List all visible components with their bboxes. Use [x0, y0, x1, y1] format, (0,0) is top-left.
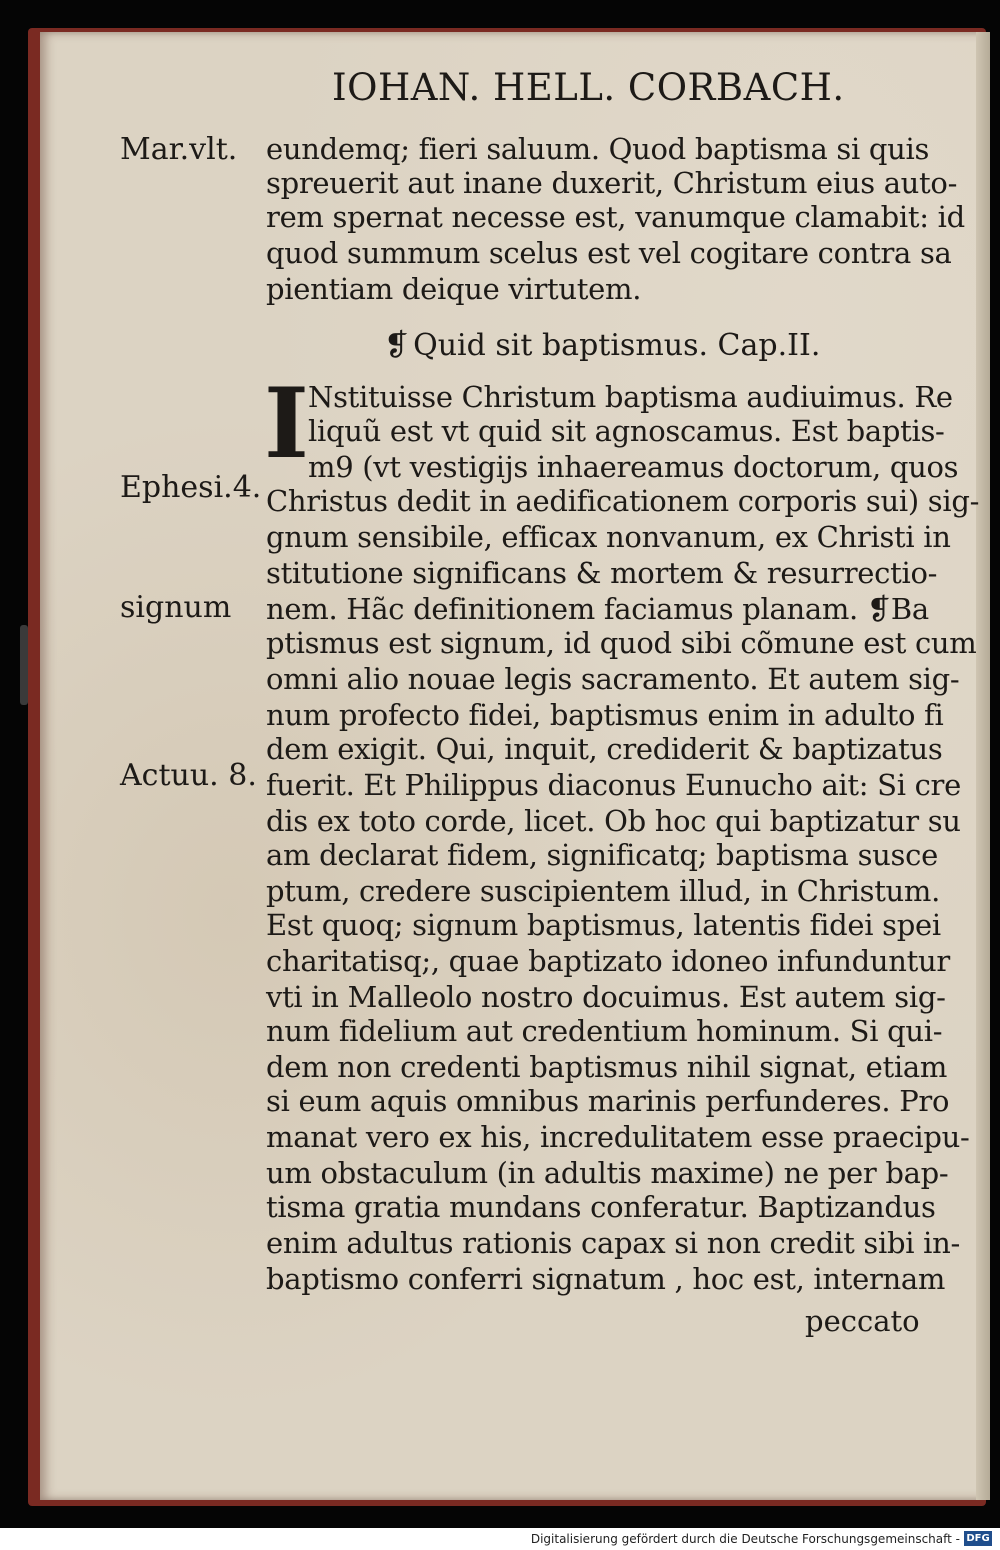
- chapter-heading: [384, 328, 820, 363]
- text-line: m9 (vt vestigijs inhaereamus doctorum, quos: [308, 450, 959, 484]
- margin-note: Actuu. 8.: [120, 758, 257, 793]
- text-line: num profecto fidei, baptismus enim in adulto fi: [266, 698, 944, 732]
- text-line: tisma gratia mundans conferatur. Baptizandus: [266, 1190, 936, 1224]
- text-line: am declarat fidem, significatq; baptisma susce: [266, 838, 938, 872]
- text-line: quod summum scelus est vel cogitare contra sa: [266, 236, 952, 270]
- dfg-logo-icon: DFG: [964, 1531, 992, 1546]
- text-line: manat vero ex his, incredulitatem esse praecipu-: [266, 1120, 970, 1154]
- text-line: Christus dedit in aedificationem corporis sui) sig-: [266, 484, 980, 518]
- text-line: si eum aquis omnibus marinis perfunderes. Pro: [266, 1084, 950, 1118]
- page-edge: [976, 32, 990, 1500]
- text-line: enim adultus rationis capax si non credit sibi in-: [266, 1226, 960, 1260]
- text-line: liquũ est vt quid sit agnoscamus. Est baptis-: [308, 414, 945, 448]
- text-line: dem exigit. Qui, inquit, crediderit & baptizatus: [266, 732, 943, 766]
- running-header: IOHAN. HELL. CORBACH.: [332, 66, 845, 109]
- text-line: ptismus est signum, id quod sibi cõmune est cum: [266, 626, 977, 660]
- text-line: dis ex toto corde, licet. Ob hoc qui baptizatur su: [266, 804, 961, 838]
- text-line: nem. Hãc definitionem faciamus planam. ❡Ba: [266, 592, 929, 626]
- text-line: spreuerit aut inane duxerit, Christum eius auto-: [266, 166, 958, 200]
- drop-cap: I: [264, 367, 309, 480]
- text-line: Est quoq; signum baptismus, latentis fidei spei: [266, 908, 941, 942]
- text-line: gnum sensibile, efficax nonvanum, ex Christi in: [266, 520, 951, 554]
- catchword: peccato: [805, 1304, 920, 1338]
- margin-note: Mar.vlt.: [120, 132, 238, 167]
- text-line: fuerit. Et Philippus diaconus Eunucho ait: Si cre: [266, 768, 961, 802]
- pilcrow-icon: ❡: [384, 328, 410, 363]
- text-line: dem non credenti baptismus nihil signat, etiam: [266, 1050, 948, 1084]
- margin-note: signum: [120, 590, 232, 625]
- text-line: eundemq; fieri saluum. Quod baptisma si quis: [266, 132, 930, 166]
- binding-clip: [20, 625, 28, 705]
- text-line: Nstituisse Christum baptisma audiuimus. Re: [308, 380, 953, 414]
- text-line: pientiam deique virtutem.: [266, 272, 642, 306]
- text-line: um obstaculum (in adultis maxime) ne per bap-: [266, 1156, 949, 1190]
- text-line: ptum, credere suscipientem illud, in Christum.: [266, 874, 941, 908]
- text-line: num fidelium aut credentium hominum. Si qui-: [266, 1014, 943, 1048]
- text-line: charitatisq;, quae baptizato idoneo infunduntur: [266, 944, 950, 978]
- margin-note: Ephesi.4.: [120, 470, 262, 505]
- chapter-title: Quid sit baptismus. Cap.II.: [413, 328, 821, 363]
- text-line: baptismo conferri signatum , hoc est, internam: [266, 1262, 946, 1296]
- text-line: rem spernat necesse est, vanumque clamabit: id: [266, 200, 965, 234]
- text-line: omni alio nouae legis sacramento. Et autem sig-: [266, 662, 960, 696]
- footer-credit: Digitalisierung gefördert durch die Deutsche Forschungsgemeinschaft -: [530, 1532, 960, 1546]
- text-line: stitutione significans & mortem & resurrectio-: [266, 556, 938, 590]
- text-line: vti in Malleolo nostro docuimus. Est autem sig-: [266, 980, 946, 1014]
